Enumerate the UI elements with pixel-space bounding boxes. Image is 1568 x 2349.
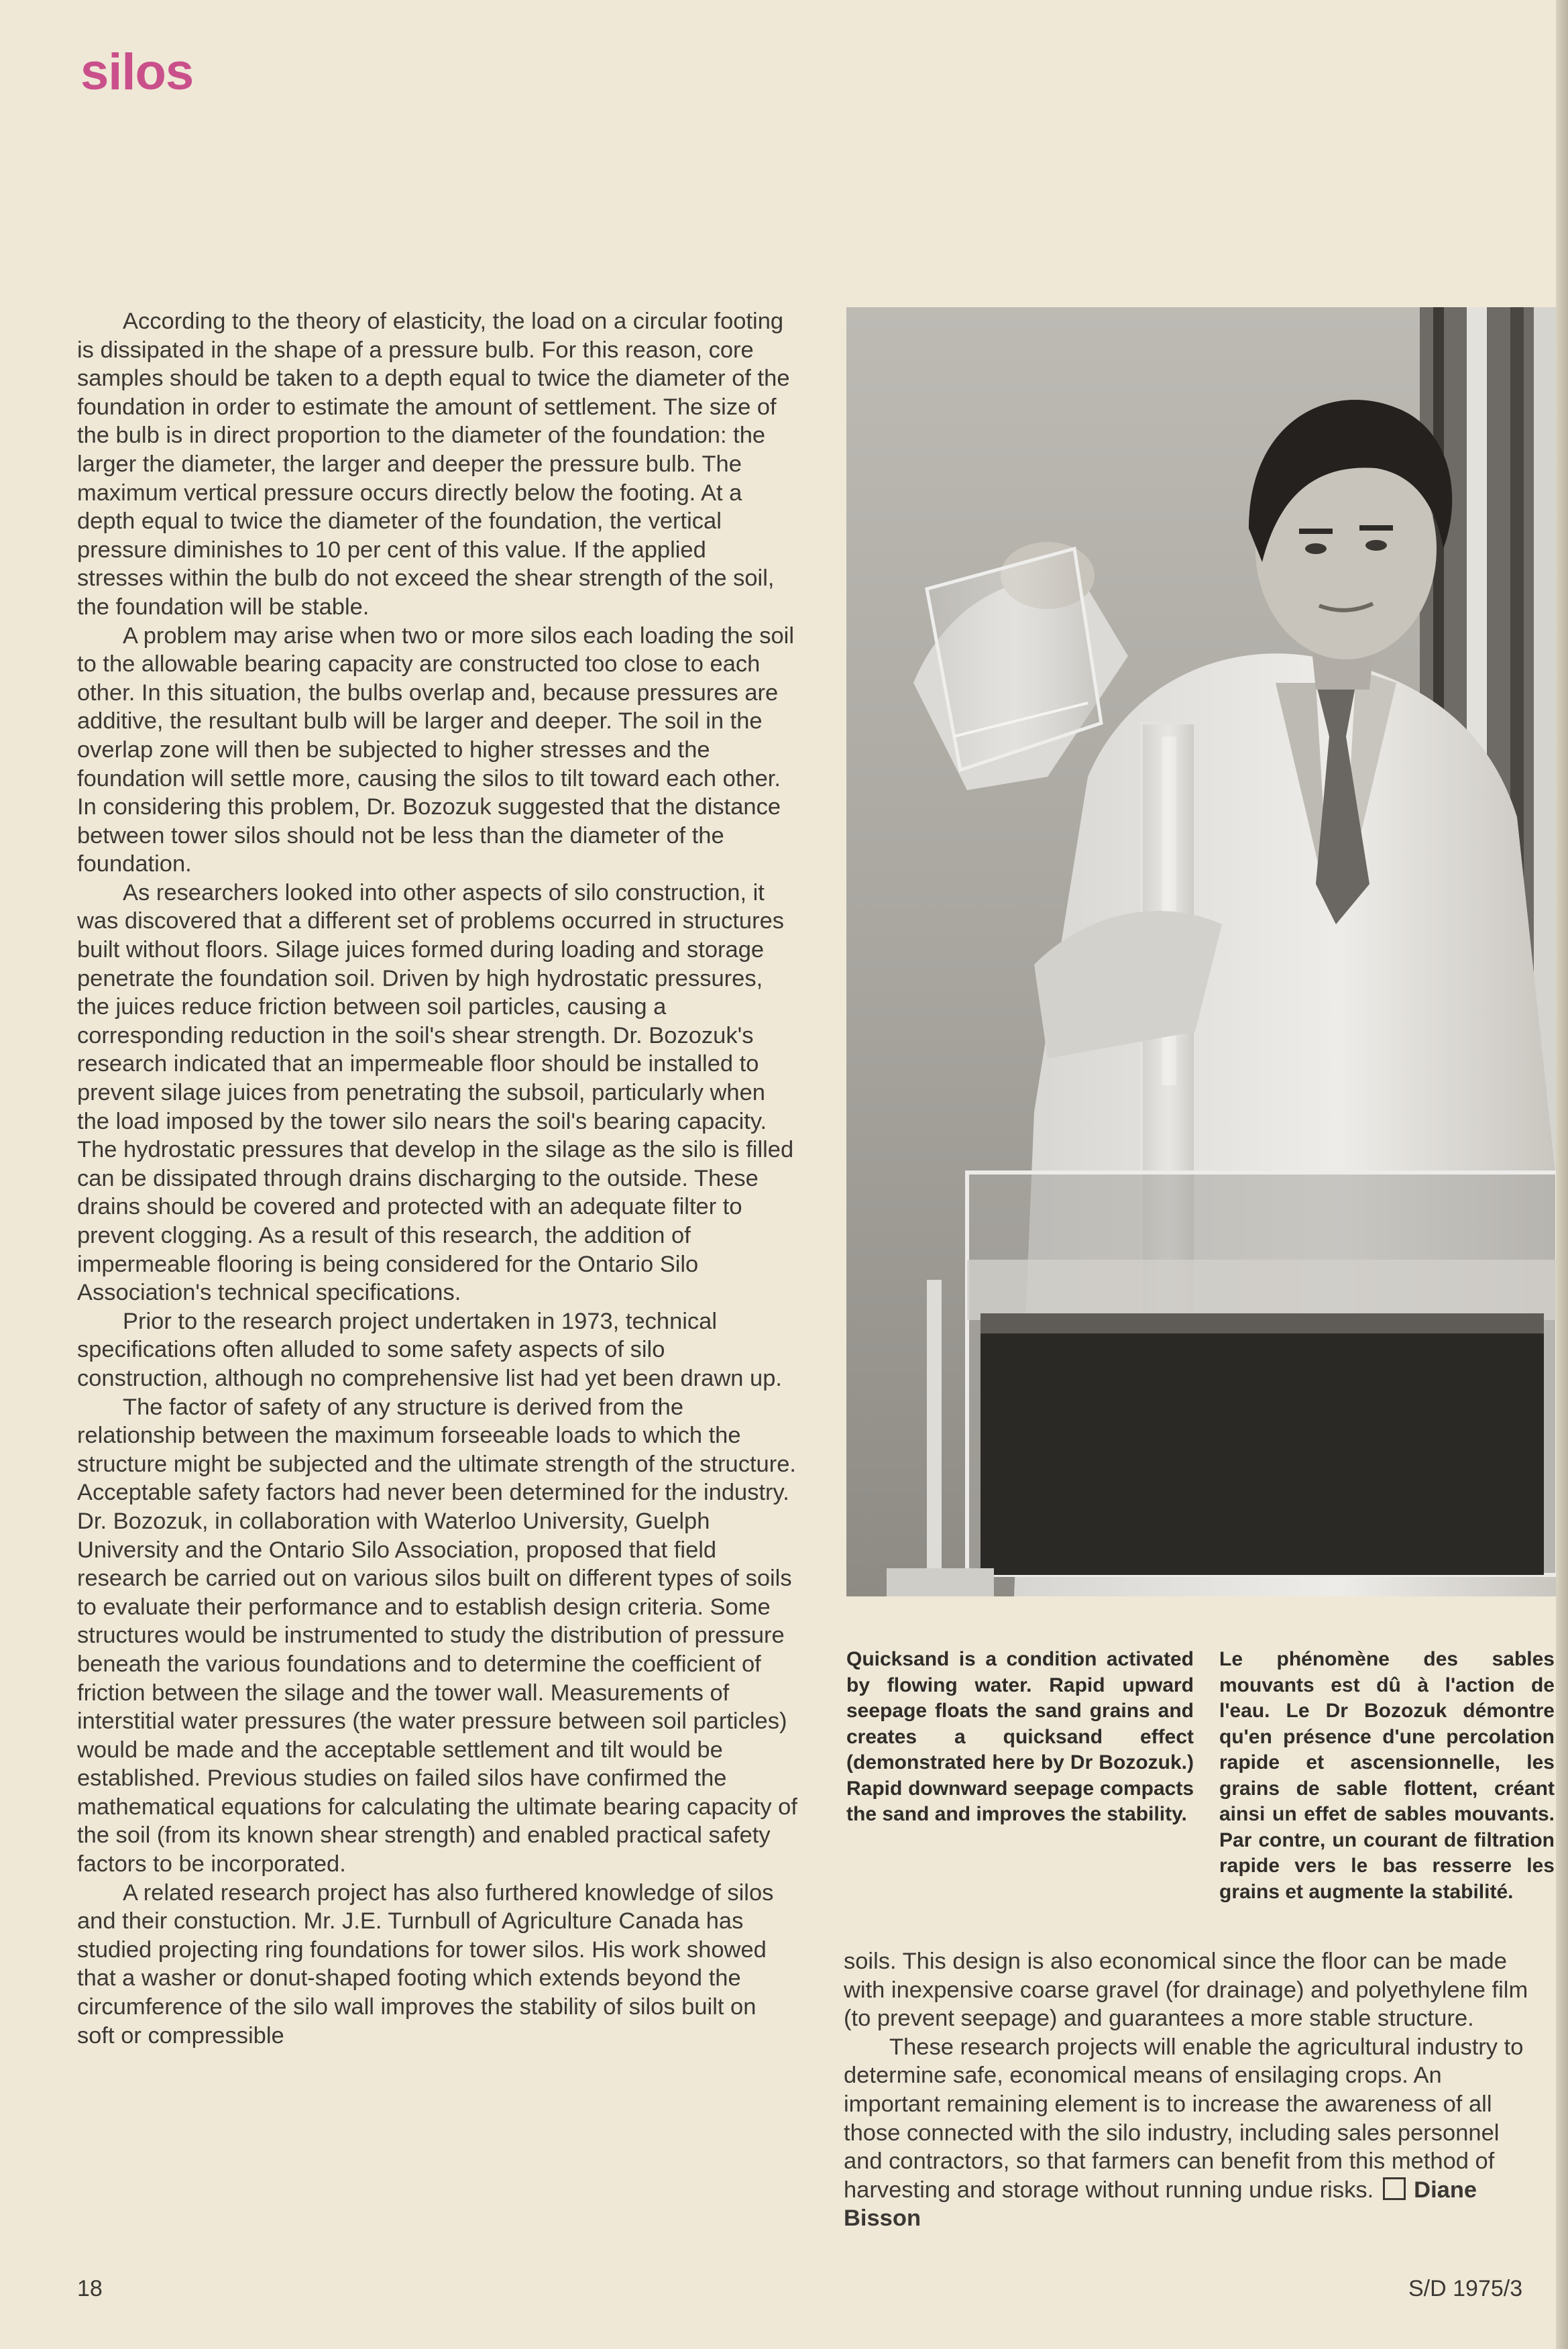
researcher-photo xyxy=(846,307,1556,1596)
end-mark-square-icon xyxy=(1383,2177,1406,2200)
article-left-column xyxy=(77,307,798,2050)
author-name: Diane Bisson xyxy=(844,2177,1477,2232)
page-number: 18 xyxy=(77,2276,103,2301)
article-paragraph: Prior to the research project undertaken in 1973, technical specifications often alluded to some safety aspects of silo construction, although no comprehensive list had yet been drawn up. xyxy=(77,1308,782,1391)
article-paragraph-text: These research projects will enable the agricultural industry to determine safe, economical means of ensilaging crops. An important remaining element is to increase the awareness of all those connected with the silo industry, including sales personnel and contractors, so that farmers can benefit from this method of harvesting and storage without running undue risks. xyxy=(844,2034,1524,2203)
article-paragraph: A problem may arise when two or more silos each loading the soil to the allowable bearing capacity are constructed too close to each other. In this situation, the bulbs overlap and, because pressures are additive, the resultant bulb will be larger and deeper. The soil in the overlap zone will then be subjected to higher stresses and the foundation will settle more, causing the silos to tilt toward each other. In considering this problem, Dr. Bozozuk suggested that the distance between tower silos should not be less than the diameter of the foundation. xyxy=(77,622,794,877)
article-paragraph: A related research project has also furthered knowledge of silos and their constuction. Mr. J.E. Turnbull of Agriculture Canada has studied projecting ring foundations for tower silos. His work showed that a washer or donut-shaped footing which extends beyond the circumference of the silo wall improves the stability of silos built on soft or compressible xyxy=(77,1879,774,2048)
issue-label: S/D 1975/3 xyxy=(1408,2276,1523,2301)
page-gutter-shadow xyxy=(1556,0,1568,2349)
article-paragraph: soils. This design is also economical since the floor can be made with inexpensive coarse gravel (for drainage) and polyethylene film (to prevent seepage) and guarantees a more stable structure. xyxy=(844,1949,1528,2032)
article-paragraph xyxy=(844,2033,1531,2233)
article-paragraph: As researchers looked into other aspects of silo construction, it was discovered that a different set of problems occurred in structures built without floors. Silage juices formed during loading and storage penetrate the foundation soil. Driven by high hydrostatic pressures, the juices reduce friction between soil particles, causing a corresponding reduction in the soil's shear strength. Dr. Bozozuk's research indicated that an impermeable floor should be installed to prevent silage juices from penetrating the subsoil, particularly when the load imposed by the tower silo nears the soil's bearing capacity. The hydrostatic pressures that develop in the silage as the silo is filled can be dissipated through drains discharging to the outside. These drains should be covered and protected with an adequate filter to prevent clogging. As a result of this research, the addition of impermeable flooring is being considered for the Ontario Silo Association's technical specifications. xyxy=(77,879,794,1306)
article-right-column xyxy=(844,1947,1531,2233)
section-title: silos xyxy=(80,44,194,101)
photo-caption-french: Le phénomène des sables mouvants est dû à l'action de l'eau. Le Dr Bozozuk démontre qu'en présence d'une percolation rapide et ascensionnelle, les grains de sable flottent, créant ainsi un effet de sables mouvants. Par contre, un courant de filtration rapide vers le bas resserre les grains et augmente la stabilité. xyxy=(1219,1648,1555,1903)
photo-caption-english: Quicksand is a condition activated by flowing water. Rapid upward seepage floats the sand grains and creates a quicksand effect (demonstrated here by Dr Bozozuk.) Rapid downward seepage compacts the sand and improves the stability. xyxy=(846,1648,1194,1825)
article-paragraph: According to the theory of elasticity, the load on a circular footing is dissipated in the shape of a pressure bulb. For this reason, core samples should be taken to a depth equal to twice the diameter of the foundation in order to estimate the amount of settlement. The size of the bulb is in direct proportion to the diameter of the foundation: the larger the diameter, the larger and deeper the pressure bulb. The maximum vertical pressure occurs directly below the footing. At a depth equal to twice the diameter of the foundation, the vertical pressure diminishes to 10 per cent of this value. If the applied stresses within the bulb do not exceed the shear strength of the soil, the foundation will be stable. xyxy=(77,309,790,620)
article-paragraph: The factor of safety of any structure is derived from the relationship between the maximum forseeable loads to which the structure might be subjected and the ultimate strength of the structure. Acceptable safety factors had never been determined for the industry. Dr. Bozozuk, in collaboration with Waterloo University, Guelph University and the Ontario Silo Association, proposed that field research be carried out on various silos built on different types of soils to evaluate their performance and to establish design criteria. Some structures would be instrumented to study the distribution of pressure beneath the various foundations and to determine the coefficient of friction between the silage and the tower wall. Measurements of interstitial water pressures (the water pressure between soil particles) would be made and the acceptable settlement and tilt would be established. Previous studies on failed silos have confirmed the mathematical equations for calculating the ultimate bearing capacity of the soil (from its known shear strength) and enabled practical safety factors to be incorporated. xyxy=(77,1394,797,1877)
